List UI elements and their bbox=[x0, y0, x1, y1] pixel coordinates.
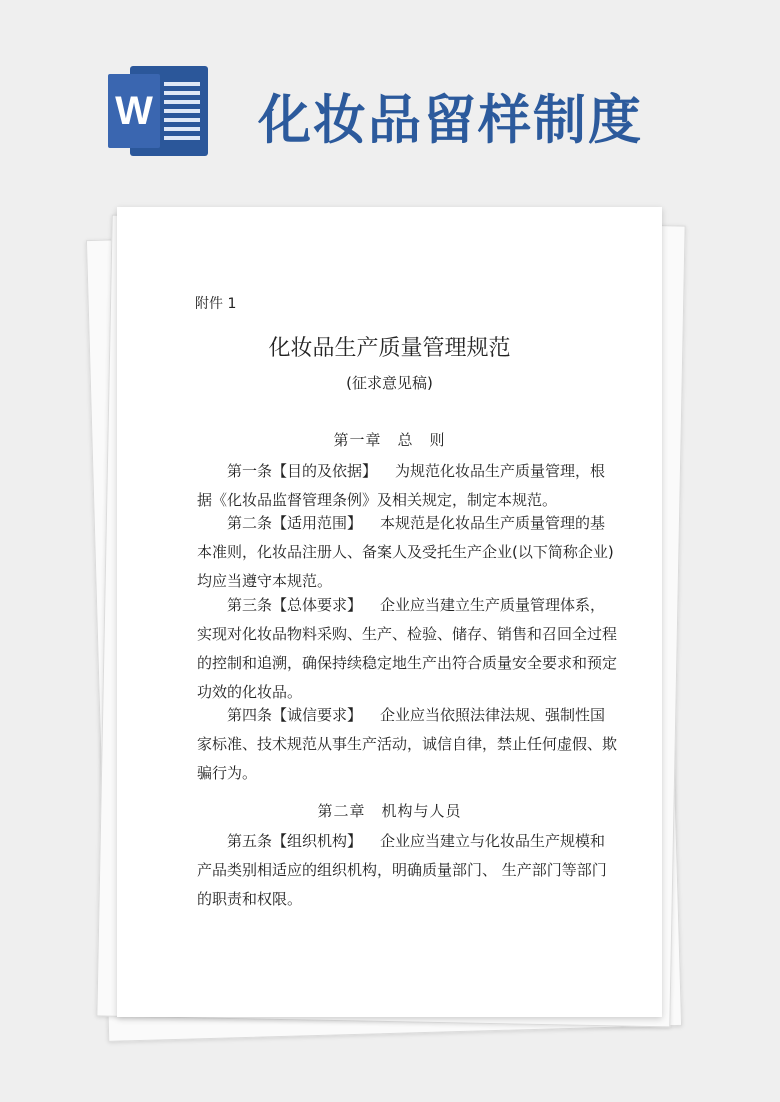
article-tag: 第五条【组织机构】 bbox=[227, 832, 363, 850]
word-icon bbox=[108, 66, 208, 156]
article-paragraph bbox=[197, 509, 617, 596]
article-text: 企业应当建立与化妆品生产规模和产品类别相适应的组织机构，明确质量部门、 生产部门等部门的职责和权限。 bbox=[197, 832, 607, 908]
article-text: 企业应当建立生产质量管理体系，实现对化妆品物料采购、生产、检验、储存、销售和召回全过程的控制和追溯，确保持续稳定地生产出符合质量安全要求和预定功效的化妆品。 bbox=[197, 596, 618, 701]
document-title: 化妆品生产质量管理规范 bbox=[268, 336, 511, 361]
document-subtitle: (征求意见稿) bbox=[346, 374, 433, 392]
word-icon-letter: W bbox=[108, 74, 160, 148]
article-text: 企业应当依照法律法规、强制性国家标准、技术规范从事生产活动，诚信自律，禁止任何虚假、欺骗行为。 bbox=[197, 706, 618, 782]
article-tag: 第四条【诚信要求】 bbox=[227, 706, 363, 724]
article-tag: 第三条【总体要求】 bbox=[227, 596, 363, 614]
article-text: 为规范化妆品生产质量管理，根据《化妆品监督管理条例》及相关规定，制定本规范。 bbox=[197, 462, 606, 509]
article-tag: 第二条【适用范围】 bbox=[227, 514, 363, 532]
word-icon-lines bbox=[164, 82, 200, 145]
article-paragraph bbox=[197, 827, 617, 914]
attachment-label: 附件 1 bbox=[195, 296, 237, 312]
document-page bbox=[117, 207, 662, 1017]
chapter-heading: 第二章 机构与人员 bbox=[317, 802, 462, 820]
article-paragraph bbox=[197, 457, 617, 515]
article-paragraph bbox=[197, 701, 617, 788]
article-paragraph bbox=[197, 591, 617, 707]
banner-title: 化妆品留样制度 bbox=[258, 89, 643, 151]
article-tag: 第一条【目的及依据】 bbox=[227, 462, 378, 480]
header-banner bbox=[0, 0, 780, 200]
article-text: 本规范是化妆品生产质量管理的基本准则，化妆品注册人、备案人及受托生产企业(以下简称企业)均应当遵守本规范。 bbox=[197, 514, 614, 590]
chapter-heading: 第一章 总 则 bbox=[333, 431, 446, 449]
